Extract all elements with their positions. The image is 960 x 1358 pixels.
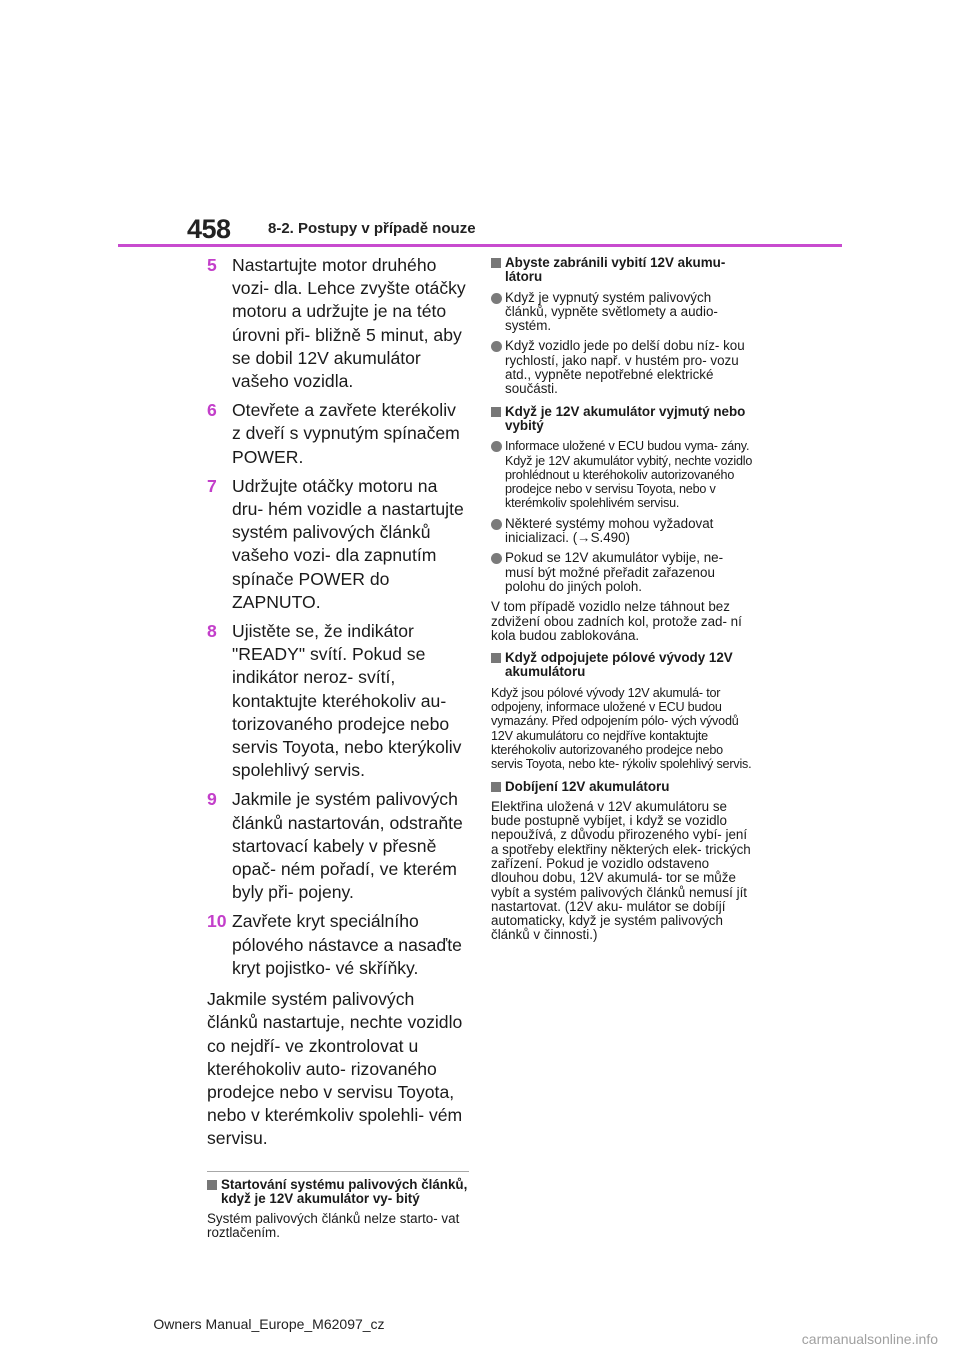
step-number: 8 (207, 621, 217, 642)
heading-text: Dobíjení 12V akumulátoru (505, 778, 670, 794)
step-text: Jakmile je systém palivových článků nastartován, odstraňte startovací kabely v přesně opač- ném pořadí, ve kterém byly při- pojeny. (232, 789, 463, 903)
step-7 (207, 475, 469, 614)
square-bullet-icon (491, 653, 501, 663)
note-heading (207, 1178, 469, 1207)
list-item (491, 551, 753, 594)
right-column (491, 254, 753, 943)
header-rule (118, 244, 842, 247)
heading-text: Když odpojujete pólové vývody 12V akumulátoru (505, 650, 733, 680)
heading-text: Abyste zabránili vybití 12V akumu- látoru (505, 255, 726, 285)
square-bullet-icon (491, 258, 501, 268)
list-item (491, 439, 753, 510)
step-number: 10 (207, 911, 227, 932)
circle-bullet-icon (491, 441, 502, 452)
heading-disconnect-terminals (491, 651, 753, 680)
footer (0, 1316, 498, 1332)
step-text: Ujistěte se, že indikátor "READY" svítí. Pokud se indikátor neroz- svítí, kontaktujte kteréhokoliv au- torizovaného prodejce nebo servis Toyota, nebo kterýkoliv spolehlivý servis. (232, 621, 462, 781)
paragraph: Elektřina uložená v 12V akumulátoru se bude postupně vybíjet, i když se vozidlo nepoužívá, z důvodu přirozeného vybí- jení a spotřeby elektřiny některých elek- trických zařízení. Pokud je vozidlo odstaveno dlouhou dobu, 12V akumulá- tor se může vybít a systém palivových článků nemusí jít nastartovat. (12V aku- mulátor se dobíjí automaticky, když je systém palivových článků v činnosti.) (491, 798, 751, 943)
list-item-text: Když vozidlo jede po delší dobu níz- kou rychlostí, jako např. v hustém pro- vozu atd., vypněte nepotřebné elektrické součásti. (505, 338, 745, 397)
square-bullet-icon (491, 407, 501, 417)
list-item (491, 291, 753, 334)
circle-bullet-icon (491, 519, 502, 530)
heading-text: Když je 12V akumulátor vyjmutý nebo vybitý (505, 403, 746, 433)
square-bullet-icon (491, 782, 501, 792)
circle-bullet-icon (491, 293, 502, 304)
step-text: Udržujte otáčky motoru na dru- hém vozidle a nastartujte systém palivových článků vašeho vozi- dla zapnutím spínače POWER do ZAPNUTO. (232, 475, 464, 612)
step-number: 5 (207, 255, 217, 275)
footer-text: Owners Manual_Europe_M62097_cz (153, 1316, 385, 1332)
step-number: 6 (207, 400, 217, 421)
watermark: carmanualsonline.info (801, 1331, 938, 1347)
list-item-text: Informace uložené v ECU budou vyma- zány. Když je 12V akumulátor vybitý, nechte vozidlo prohlédnout u kteréhokoliv autorizovaného prodejce nebo v servisu Toyota, nebo v kterémkoliv spolehlivém servisu. (505, 439, 753, 511)
list-item (491, 517, 753, 546)
note-text: Systém palivových článků nelze starto- vat roztlačením. (207, 1211, 460, 1241)
heading-battery-removed (491, 405, 753, 434)
step-9 (207, 788, 469, 904)
step-5 (207, 254, 469, 393)
circle-bullet-icon (491, 341, 502, 352)
step-text: Otevřete a zavřete kterékoliv z dveří s vypnutým spínačem POWER. (232, 400, 460, 467)
list-item-text: Pokud se 12V akumulátor vybije, ne- musí být možné přeřadit zařazenou polohu do jiných poloh. (505, 550, 724, 594)
list-item-text: Některé systémy mohou vyžadovat inicializaci. (→S.490) (505, 515, 714, 546)
circle-bullet-icon (491, 553, 502, 564)
heading-prevent-discharge (491, 256, 753, 285)
step-number: 7 (207, 475, 217, 496)
section-divider (207, 1171, 469, 1172)
step-text: Zavřete kryt speciálního pólového nástavce a nasaďte kryt pojistko- vé skříňky. (232, 911, 462, 978)
heading-recharging (491, 780, 753, 794)
page-number: 458 (187, 214, 231, 244)
step-10 (207, 910, 469, 980)
closing-paragraph: Jakmile systém palivových článků nastartuje, nechte vozidlo co nejdří- ve zkontrolovat u kteréhokoliv auto- rizovaného prodejce nebo v servisu Toyota, nebo v kterémkoliv spolehli- vém servisu. (207, 989, 463, 1149)
list-item-text: Když je vypnutý systém palivových článků, vypněte světlomety a audio- systém. (505, 289, 718, 334)
step-8 (207, 620, 469, 782)
section-title: 8-2. Postupy v případě nouze (268, 220, 476, 237)
step-text: Nastartujte motor druhého vozi- dla. Lehce zvyšte otáčky motoru a udržujte je na této úrovni při- bližně 5 minut, aby se dobil 12V akumulátor vašeho vozidla. (232, 255, 466, 392)
step-6 (207, 399, 469, 469)
heading-text: Startování systému palivových článků, když je 12V akumulátor vy- bitý (221, 1176, 468, 1206)
square-bullet-icon (207, 1180, 217, 1190)
paragraph: Když jsou pólové vývody 12V akumulá- tor odpojeny, informace uložené v ECU budou vymazány. Před odpojením pólo- vých vývodů 12V akumulátoru co nejdříve kontaktujte kteréhokoliv autorizovaného prodejce nebo servis Toyota, nebo kte- rýkoliv spolehlivý servis. (491, 685, 752, 772)
paragraph: V tom případě vozidlo nelze táhnout bez zdvižení obou zadních kol, protože zad- ní kola budou zablokována. (491, 599, 742, 643)
left-column (207, 254, 469, 1241)
step-number: 9 (207, 789, 217, 810)
list-item (491, 339, 753, 396)
